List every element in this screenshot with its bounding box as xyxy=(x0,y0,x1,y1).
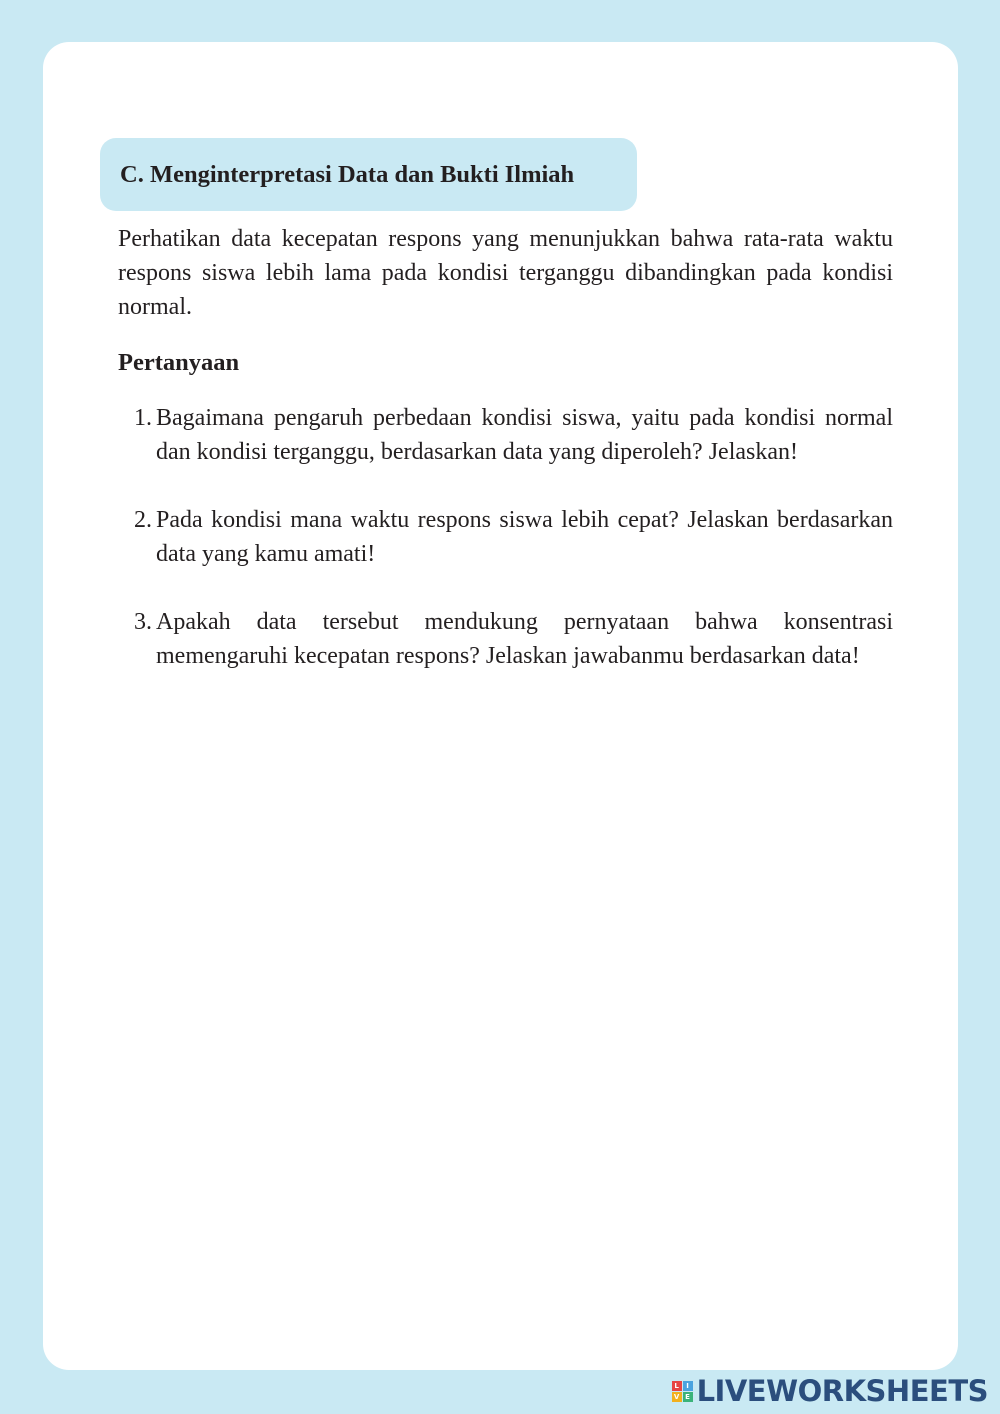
question-item-2 xyxy=(118,503,893,571)
question-item-1 xyxy=(118,401,893,469)
question-number: 3. xyxy=(134,609,152,635)
question-list xyxy=(118,401,893,707)
question-number: 1. xyxy=(134,405,152,431)
brand-name: LIVEWORKSHEETS xyxy=(696,1374,988,1408)
intro-paragraph: Perhatikan data kecepatan respons yang menunjukkan bahwa rata-rata waktu respons siswa lebih lama pada kondisi terganggu dibandingkan pada kondisi normal. xyxy=(118,226,893,320)
question-text: Bagaimana pengaruh perbedaan kondisi siswa, yaitu pada kondisi normal dan kondisi terganggu, berdasarkan data yang diperoleh? Jelaskan! xyxy=(156,405,893,465)
question-text: Apakah data tersebut mendukung pernyataan bahwa konsentrasi memengaruhi kecepatan respons? Jelaskan jawabanmu berdasarkan data! xyxy=(156,609,893,669)
section-title-tab xyxy=(100,138,637,211)
question-number: 2. xyxy=(134,507,152,533)
question-text: Pada kondisi mana waktu respons siswa lebih cepat? Jelaskan berdasarkan data yang kamu amati! xyxy=(156,507,893,567)
liveworksheets-logo-icon: L I V E xyxy=(672,1381,693,1402)
section-title: C. Menginterpretasi Data dan Bukti Ilmiah xyxy=(120,160,575,188)
question-item-3 xyxy=(118,605,893,673)
questions-heading: Pertanyaan xyxy=(118,349,240,376)
liveworksheets-brand[interactable] xyxy=(672,1374,988,1408)
